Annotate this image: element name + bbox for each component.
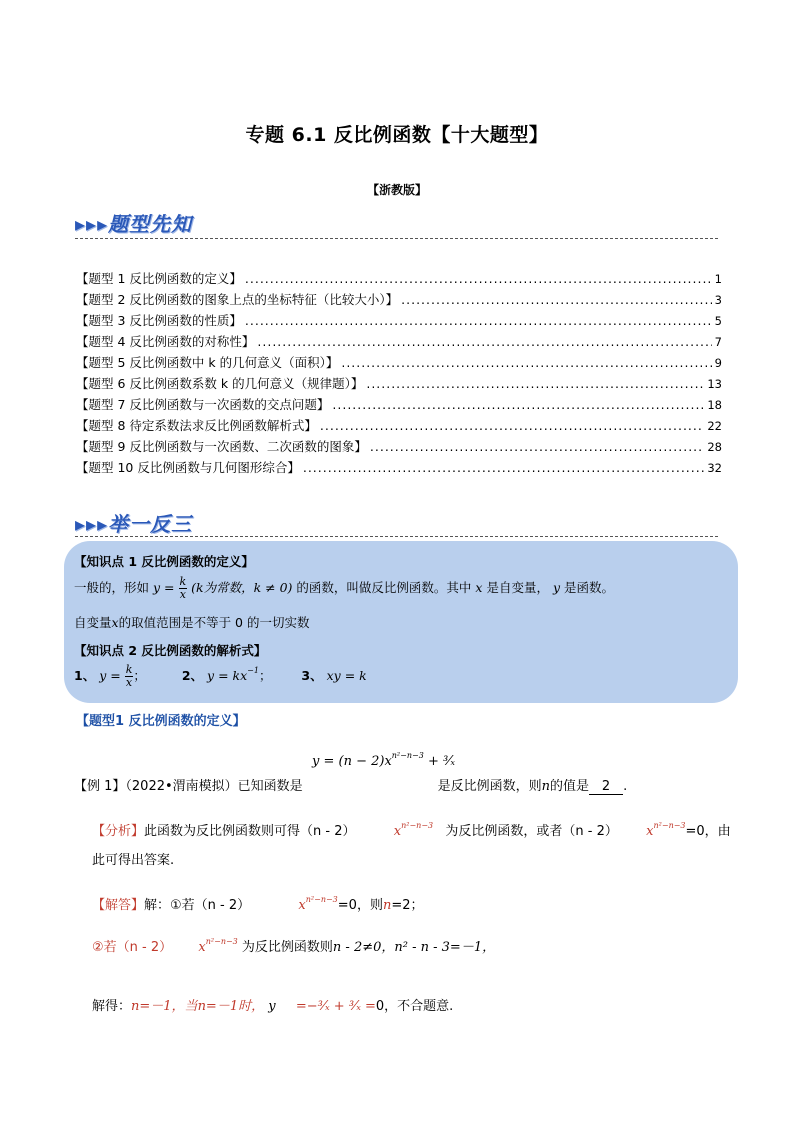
toc-entry-page: 22 bbox=[707, 419, 722, 433]
answer-line-3: 解得：n=－1，当n=－1时， y =−³⁄ₓ + ³⁄ₓ =0，不合题意. bbox=[92, 999, 454, 1014]
toc-entry-page: 28 bbox=[707, 440, 722, 454]
toc-entry-page: 32 bbox=[707, 461, 722, 475]
toc-entry[interactable] bbox=[76, 289, 722, 310]
toc-entry-label: 【题型 7 反比例函数与一次函数的交点问题】 bbox=[76, 397, 330, 412]
k-over-x-fraction: $\frac{k}{x}$ bbox=[179, 575, 187, 601]
def-y2: y bbox=[552, 580, 561, 595]
def-end: 是函数。 bbox=[564, 580, 615, 595]
answer-line-1: 【解答】解：①若（n - 2） $x^{n^2-n-3}=0$，则n=2； bbox=[92, 895, 424, 913]
example-1: 【例 1】（2022•渭南模拟）已知函数是 是反比例函数，则n的值是 2 . bbox=[74, 779, 628, 794]
toc-entry-page: 1 bbox=[714, 272, 722, 286]
def-y: y = bbox=[153, 580, 175, 595]
page-title: 专题 6.1 反比例函数【十大题型】 bbox=[245, 124, 549, 146]
analysis-tag: 【分析】 bbox=[92, 824, 145, 839]
toc-entry-label: 【题型 6 反比例函数系数 k 的几何意义（规律题）】 bbox=[76, 376, 364, 391]
section-overview-heading: ▸▸▸题型先知 bbox=[75, 212, 193, 236]
toc-entry[interactable] bbox=[76, 331, 722, 352]
definition-line bbox=[74, 576, 614, 601]
toc-leader-dots bbox=[401, 289, 712, 310]
toc-entry-label: 【题型 3 反比例函数的性质】 bbox=[76, 313, 242, 328]
section-divider bbox=[75, 536, 718, 537]
answer-blank: 2 bbox=[589, 779, 623, 795]
toc-entry-page: 5 bbox=[714, 314, 722, 328]
toc-leader-dots bbox=[303, 457, 705, 478]
analytic-forms-line: 1、 y = $\frac{k}{x}$ ； 2、 $y = kx^{-1}$； 3、 xy = k bbox=[74, 663, 367, 689]
def-prefix: 一般的，形如 bbox=[74, 580, 150, 595]
toc-leader-dots bbox=[366, 373, 704, 394]
example-formula: $y = (n - 2)x^{n^2-n-3}$ + ³⁄ₓ bbox=[312, 751, 455, 769]
toc-leader-dots bbox=[245, 268, 712, 289]
toc-leader-dots bbox=[370, 436, 704, 457]
toc-entry[interactable] bbox=[76, 373, 722, 394]
toc-entry[interactable] bbox=[76, 457, 722, 478]
section-divider bbox=[75, 238, 718, 239]
analysis-line-1: 【分析】此函数为反比例函数则可得（n - 2） $x^{n^2-n-3}$ 为反比例函数，或者（n - 2） $x^{n^2-n-3}=0$，由 bbox=[92, 821, 731, 839]
toc-entry-label: 【题型 9 反比例函数与一次函数、二次函数的图象】 bbox=[76, 439, 367, 454]
toc-entry-label: 【题型 1 反比例函数的定义】 bbox=[76, 271, 242, 286]
knowledge-point-2-title: 【知识点 2 反比例函数的解析式】 bbox=[74, 643, 267, 658]
toc-entry-page: 3 bbox=[714, 293, 722, 307]
answer-tag: 【解答】 bbox=[92, 898, 145, 913]
toc-entry-label: 【题型 5 反比例函数中 k 的几何意义（面积）】 bbox=[76, 355, 339, 370]
toc-entry-label: 【题型 4 反比例函数的对称性】 bbox=[76, 334, 255, 349]
toc-entry-page: 9 bbox=[714, 356, 722, 370]
knowledge-point-1-title: 【知识点 1 反比例函数的定义】 bbox=[74, 554, 254, 569]
def-condition: (k为常数，k ≠ 0) bbox=[191, 580, 293, 595]
toc-entry-label: 【题型 8 待定系数法求反比例函数解析式】 bbox=[76, 418, 317, 433]
toc-entry[interactable] bbox=[76, 310, 722, 331]
toc-leader-dots bbox=[341, 352, 711, 373]
toc-entry[interactable] bbox=[76, 436, 722, 457]
def-mid: 是自变量， bbox=[486, 580, 549, 595]
toc-entry[interactable] bbox=[76, 352, 722, 373]
section-practice-heading: ▸▸▸举一反三 bbox=[75, 512, 193, 536]
toc-leader-dots bbox=[332, 394, 704, 415]
answer-line-2: ②若（n - 2） $x^{n^2-n-3}$ 为反比例函数则n - 2≠0，n² - n - 3=－1， bbox=[92, 937, 496, 955]
toc-leader-dots bbox=[320, 415, 704, 436]
toc-entry-label: 【题型 2 反比例函数的图象上点的坐标特征（比较大小）】 bbox=[76, 292, 399, 307]
domain-line: 自变量x的取值范围是不等于 0 的一切实数 bbox=[74, 615, 310, 630]
toc-entry-label: 【题型 10 反比例函数与几何图形综合】 bbox=[76, 460, 300, 475]
form1-fraction: $\frac{k}{x}$ bbox=[125, 663, 133, 689]
toc-entry-page: 7 bbox=[714, 335, 722, 349]
toc-entry[interactable] bbox=[76, 268, 722, 289]
def-suffix: 的函数，叫做反比例函数。其中 bbox=[296, 580, 472, 595]
toc-entry[interactable] bbox=[76, 394, 722, 415]
edition-label: 【浙教版】 bbox=[366, 183, 427, 197]
toc-entry-page: 18 bbox=[707, 398, 722, 412]
table-of-contents bbox=[76, 268, 722, 478]
def-x: x bbox=[475, 580, 483, 595]
toc-leader-dots bbox=[257, 331, 711, 352]
toc-leader-dots bbox=[245, 310, 712, 331]
analysis-line-2: 此可得出答案. bbox=[92, 853, 175, 868]
type1-heading: 【题型1 反比例函数的定义】 bbox=[76, 714, 246, 729]
toc-entry-page: 13 bbox=[707, 377, 722, 391]
toc-entry[interactable] bbox=[76, 415, 722, 436]
